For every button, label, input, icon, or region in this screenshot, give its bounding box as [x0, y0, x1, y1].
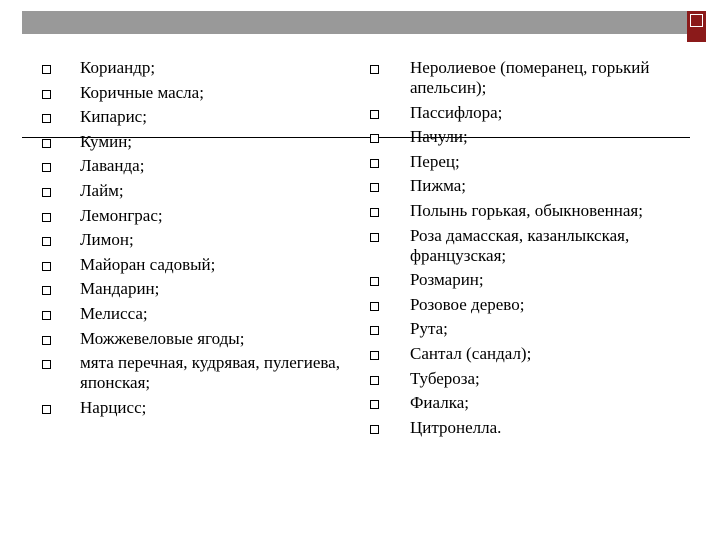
corner-notch	[690, 14, 703, 27]
title-bar	[22, 11, 687, 34]
list-item-text: Мелисса;	[80, 303, 148, 323]
square-bullet-icon	[42, 360, 51, 369]
list-item	[370, 127, 700, 147]
square-bullet-icon	[370, 400, 379, 409]
list-item-text: Розовое дерево;	[410, 294, 525, 314]
list-item	[42, 304, 342, 324]
square-bullet-icon	[370, 208, 379, 217]
square-bullet-icon	[42, 262, 51, 271]
list-item	[42, 255, 342, 275]
list-item-text: Пижма;	[410, 176, 467, 196]
square-bullet-icon	[370, 159, 379, 168]
list-item	[42, 353, 342, 393]
square-bullet-icon	[42, 311, 51, 320]
square-bullet-icon	[370, 425, 379, 434]
list-item	[370, 393, 700, 413]
list-item-text: Цитронелла.	[410, 417, 502, 437]
list-item-text: Неролиевое (померанец, горький апельсин);	[410, 58, 650, 97]
list-item	[370, 201, 700, 221]
list-item	[370, 270, 700, 290]
list-item-text: Нарцисс;	[80, 397, 147, 417]
list-item-text: Можжевеловые ягоды;	[80, 328, 245, 348]
square-bullet-icon	[370, 376, 379, 385]
square-bullet-icon	[370, 351, 379, 360]
square-bullet-icon	[42, 336, 51, 345]
list-item	[42, 398, 342, 418]
list-item-text: Полынь горькая, обыкновенная;	[410, 200, 643, 220]
square-bullet-icon	[42, 114, 51, 123]
list-item-text: Мандарин;	[80, 279, 160, 299]
square-bullet-icon	[42, 213, 51, 222]
square-bullet-icon	[370, 134, 379, 143]
list-item-text: Майоран садовый;	[80, 254, 216, 274]
right-column-list	[370, 58, 700, 442]
list-item	[370, 58, 700, 98]
square-bullet-icon	[42, 405, 51, 414]
list-item	[42, 329, 342, 349]
list-item-text: Розмарин;	[410, 270, 484, 290]
list-item-text: Рута;	[410, 319, 448, 339]
square-bullet-icon	[42, 139, 51, 148]
square-bullet-icon	[370, 233, 379, 242]
list-item-text: Фиалка;	[410, 393, 469, 413]
square-bullet-icon	[42, 163, 51, 172]
list-item	[42, 279, 342, 299]
list-item	[370, 295, 700, 315]
square-bullet-icon	[42, 237, 51, 246]
square-bullet-icon	[42, 286, 51, 295]
list-item	[42, 132, 342, 152]
list-item	[42, 206, 342, 226]
list-item	[370, 418, 700, 438]
list-item	[42, 156, 342, 176]
list-item	[42, 83, 342, 103]
list-item	[42, 230, 342, 250]
list-item-text: Сантал (сандал);	[410, 343, 532, 363]
list-item-text: Кумин;	[80, 131, 133, 151]
square-bullet-icon	[370, 326, 379, 335]
list-item-text: Кипарис;	[80, 107, 147, 127]
list-item-text: Пачули;	[410, 127, 468, 147]
square-bullet-icon	[42, 90, 51, 99]
list-item	[370, 369, 700, 389]
list-item-text: Лемонграс;	[80, 205, 163, 225]
list-item-text: Пассифлора;	[410, 102, 503, 122]
square-bullet-icon	[370, 183, 379, 192]
square-bullet-icon	[42, 65, 51, 74]
list-item	[42, 181, 342, 201]
list-item-text: Лайм;	[80, 180, 124, 200]
list-item	[370, 152, 700, 172]
list-item-text: Роза дамасская, казанлыкская, французская;	[410, 225, 630, 265]
list-item	[370, 176, 700, 196]
square-bullet-icon	[370, 110, 379, 119]
square-bullet-icon	[370, 302, 379, 311]
list-item-text: Тубероза;	[410, 368, 480, 388]
list-item-text: Кориандр;	[80, 58, 156, 77]
square-bullet-icon	[370, 277, 379, 286]
square-bullet-icon	[42, 188, 51, 197]
list-item	[370, 319, 700, 339]
list-item	[42, 58, 342, 78]
list-item-text: Перец;	[410, 151, 460, 171]
list-item	[370, 344, 700, 364]
list-item	[370, 226, 700, 266]
square-bullet-icon	[370, 65, 379, 74]
list-item-text: Лаванда;	[80, 156, 145, 176]
list-item	[370, 103, 700, 123]
list-item	[42, 107, 342, 127]
list-item-text: Коричные масла;	[80, 82, 204, 102]
left-column-list	[42, 58, 342, 422]
list-item-text: Лимон;	[80, 230, 134, 250]
list-item-text: мята перечная, кудрявая, пулегиева, японская;	[80, 353, 340, 393]
